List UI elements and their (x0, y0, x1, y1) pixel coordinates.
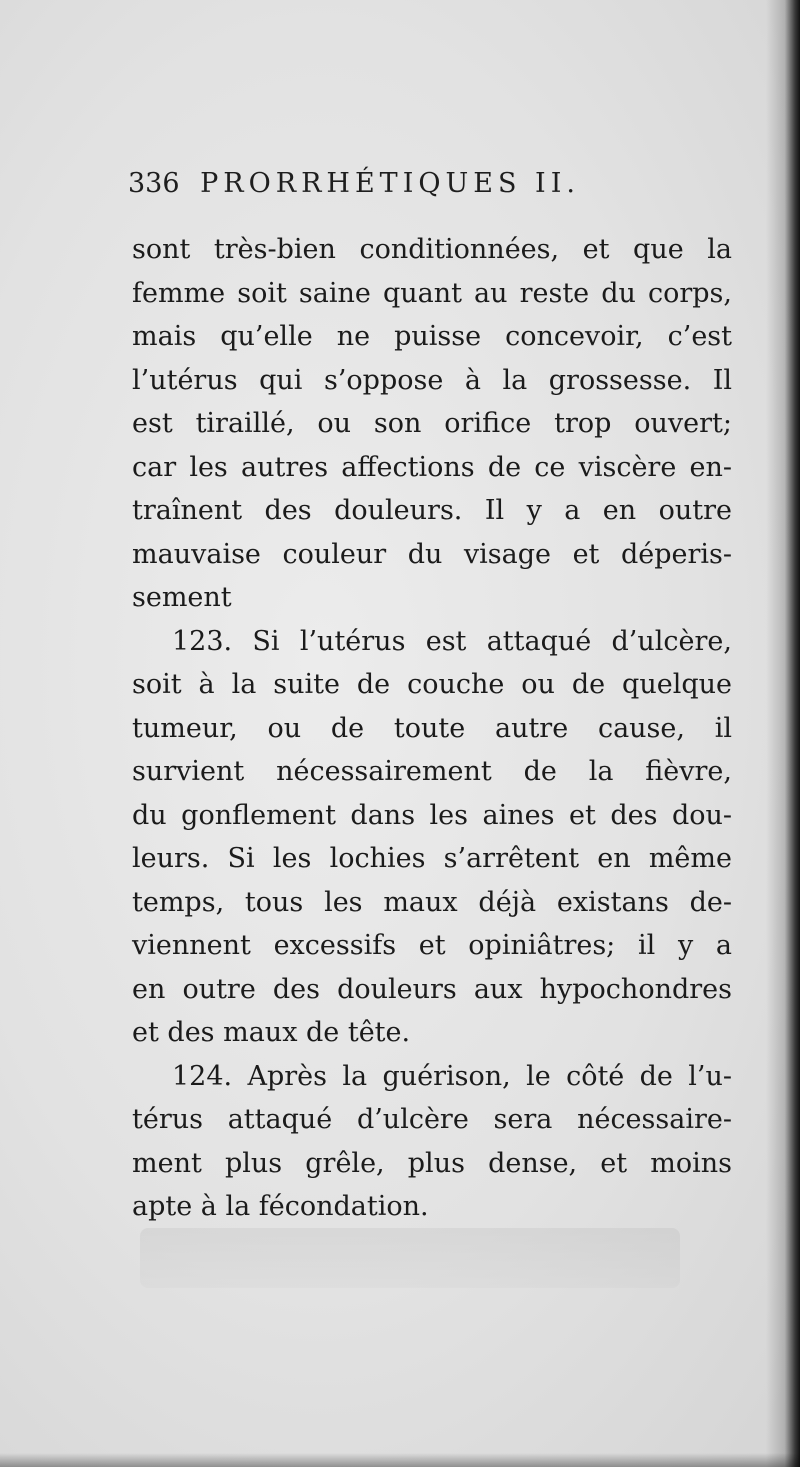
text-line: l’utérus qui s’oppose à la grossesse. Il (132, 364, 732, 396)
text-line: sement (132, 582, 232, 613)
text-line: mauvaise couleur du visage et déperis- (132, 538, 732, 570)
text-line: et des maux de tête. (132, 1017, 411, 1048)
page-number: 336 (128, 168, 180, 199)
text-line: traînent des douleurs. Il y a en outre (132, 495, 732, 526)
running-title: PRORRHÉTIQUES II. (200, 168, 580, 199)
paragraph-123-start: 123. Si l’utérus est attaqué d’ulcère, (172, 625, 732, 657)
text-line: térus attaqué d’ulcère sera nécessaire- (132, 1104, 732, 1135)
paragraph-124-start: 124. Après la guérison, le côté de l’u- (172, 1060, 732, 1092)
text-line: mais qu’elle ne puisse concevoir, c’est (132, 321, 732, 352)
page-header (128, 168, 728, 212)
text-line: femme soit saine quant au reste du corps, (132, 277, 732, 309)
text-line: en outre des douleurs aux hypochondres (132, 973, 732, 1005)
text-line: sont très-bien conditionnées, et que la (132, 234, 732, 265)
text-line: ment plus grêle, plus dense, et moins (132, 1147, 732, 1179)
text-line: viennent excessifs et opiniâtres; il y a (132, 930, 732, 961)
text-line: apte à la fécondation. (132, 1191, 429, 1222)
body-text (132, 228, 732, 1229)
text-line: leurs. Si les lochies s’arrêtent en même (132, 843, 732, 874)
text-line: temps, tous les maux déjà existans de- (132, 886, 732, 918)
text-line: car les autres affections de ce viscère en- (132, 451, 732, 483)
text-line: soit à la suite de couche ou de quelque (132, 669, 732, 700)
show-through-shadow (140, 1228, 680, 1288)
page-edge-shadow (766, 0, 800, 1467)
text-line: est tiraillé, ou son orifice trop ouvert; (132, 408, 732, 439)
text-line: du gonflement dans les aines et des dou- (132, 799, 732, 831)
text-line: survient nécessairement de la fièvre, (132, 756, 732, 787)
page-bottom-shadow (0, 1453, 800, 1467)
text-line: tumeur, ou de toute autre cause, il (132, 712, 732, 744)
